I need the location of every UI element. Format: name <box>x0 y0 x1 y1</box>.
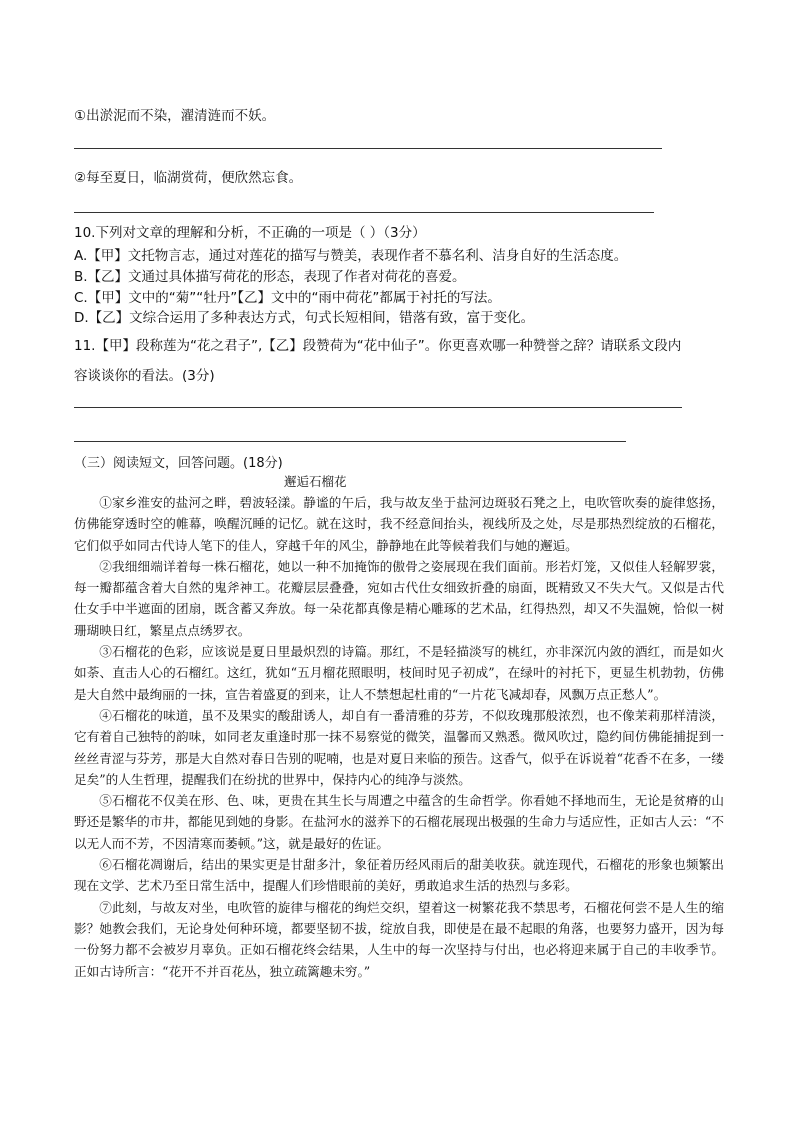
essay-paragraph-2: ②我细细端详着每一株石榴花，她以一种不加掩饰的傲骨之姿展现在我们面前。形若灯笼，又似佳人轻解罗裳，每一瓣都蕴含着大自然的鬼斧神工。花瓣层层叠叠，宛如古代仕女细致折叠的扇面，既精致又不失大气。又似是古代仕女手中半遮面的团扇，既含蓄又奔放。每一朵花都真像是精心雕琢的艺术品，红得热烈，却又不失温婉，恰似一树珊瑚映日红，繁星点点绣罗衣。 <box>74 558 724 638</box>
essay-body <box>74 492 724 982</box>
essay-paragraph-3: ③石榴花的色彩，应该说是夏日里最炽烈的诗篇。那红，不是轻描淡写的桃红，亦非深沉内敛的酒红，而是如火如荼、直击人心的石榴红。这红，犹如“五月榴花照眼明，枝间时见子初成”，在绿叶的衬托下，更显生机勃勃，仿佛是大自然中最绚丽的一抹，宣告着盛夏的到来，让人不禁想起杜甫的“一片花飞减却春，风飘万点正愁人”。 <box>74 644 724 702</box>
question-10-option-c: C.【甲】文中的“菊”“牡丹”【乙】文中的“雨中荷花”都属于衬托的写法。 <box>74 290 501 306</box>
question-10-option-b: B.【乙】文通过具体描写荷花的形态，表现了作者对荷花的喜爱。 <box>74 269 466 285</box>
essay-paragraph-7: ⑦此刻，与故友对坐，电吹管的旋律与榴花的绚烂交织，望着这一树繁花我不禁思考，石榴花何尝不是人生的缩影？她教会我们，无论身处何种环境，都要坚韧不拔，绽放自我，即使是在最不起眼的角落，也要努力盛开，因为每一份努力都不会被岁月辜负。正如石榴花终会结果，人生中的每一次坚持与付出，也必将迎来属于自己的丰收季节。正如古诗所言：“花开不并百花丛，独立疏篱趣未穷。” <box>74 899 724 979</box>
answer-underline-4 <box>74 441 626 442</box>
answer-underline-2 <box>74 212 654 213</box>
answer-line-1-text: ①出淤泥而不染，濯清涟而不妖。 <box>74 108 276 124</box>
question-10-option-a: A.【甲】文托物言志，通过对莲花的描写与赞美，表现作者不慕名利、洁身自好的生活态度。 <box>74 248 628 264</box>
essay-paragraph-5: ⑤石榴花不仅美在形、色、味，更贵在其生长与周遭之中蕴含的生命哲学。你看她不择地而生，无论是贫瘠的山野还是繁华的市井，都能见到她的身影。在盐河水的滋养下的石榴花展现出极强的生命力与适应性，正如古人云：“不以无人而不芳，不因清寒而萎顿。”这，就是最好的佐证。 <box>74 793 724 851</box>
answer-underline-1 <box>74 148 662 149</box>
answer-line-2-text: ②每至夏日，临湖赏荷，便欣然忘食。 <box>74 170 303 186</box>
essay-paragraph-4: ④石榴花的味道，虽不及果实的酸甜诱人，却自有一番清雅的芬芳，不似玫瑰那般浓烈，也不像茉莉那样清淡，它有着自己独特的韵味，如同老友重逢时那一抹不易察觉的微笑，温馨而又熟悉。微风吹过，隐约间仿佛能捕捉到一丝丝青涩与芬芳，那是大自然对春日告别的呢喃，也是对夏日来临的预告。这香气，似乎在诉说着“花香不在多，一缕足矣”的人生哲理，提醒我们在纷扰的世界中，保持内心的纯净与淡然。 <box>74 707 724 787</box>
answer-underline-3 <box>74 407 682 408</box>
question-11-line-2: 容谈谈你的看法。(3分) <box>74 368 215 384</box>
section-3-heading: （三）阅读短文，回答问题。(18分) <box>74 456 283 471</box>
question-10-stem: 10.下列对文章的理解和分析，不正确的一项是（ ）（3分） <box>74 225 426 241</box>
question-10-option-d: D.【乙】文综合运用了多种表达方式，句式长短相间，错落有致，富于变化。 <box>74 310 535 326</box>
essay-paragraph-1: ①家乡淮安的盐河之畔，碧波轻漾。静谧的午后，我与故友坐于盐河边斑驳石凳之上，电吹管吹奏的旋律悠扬，仿佛能穿透时空的帷幕，唤醒沉睡的记忆。就在这时，我不经意间抬头，视线所及之处，尽是那热烈绽放的石榴花，它们似乎如同古代诗人笔下的佳人，穿越千年的风尘，静静地在此等候着我们与她的邂逅。 <box>74 495 724 553</box>
essay-title: 邂逅石榴花 <box>284 474 347 489</box>
essay-paragraph-6: ⑥石榴花凋谢后，结出的果实更是甘甜多汁，象征着历经风雨后的甜美收获。就连现代，石榴花的形象也频繁出现在文学、艺术乃至日常生活中，提醒人们珍惜眼前的美好，勇敢追求生活的热烈与多彩。 <box>74 857 724 894</box>
question-11-line-1: 11.【甲】段称莲为“花之君子”,【乙】段赞荷为“花中仙子”。你更喜欢哪一种赞誉之辞？请联系文段内 <box>74 338 682 354</box>
